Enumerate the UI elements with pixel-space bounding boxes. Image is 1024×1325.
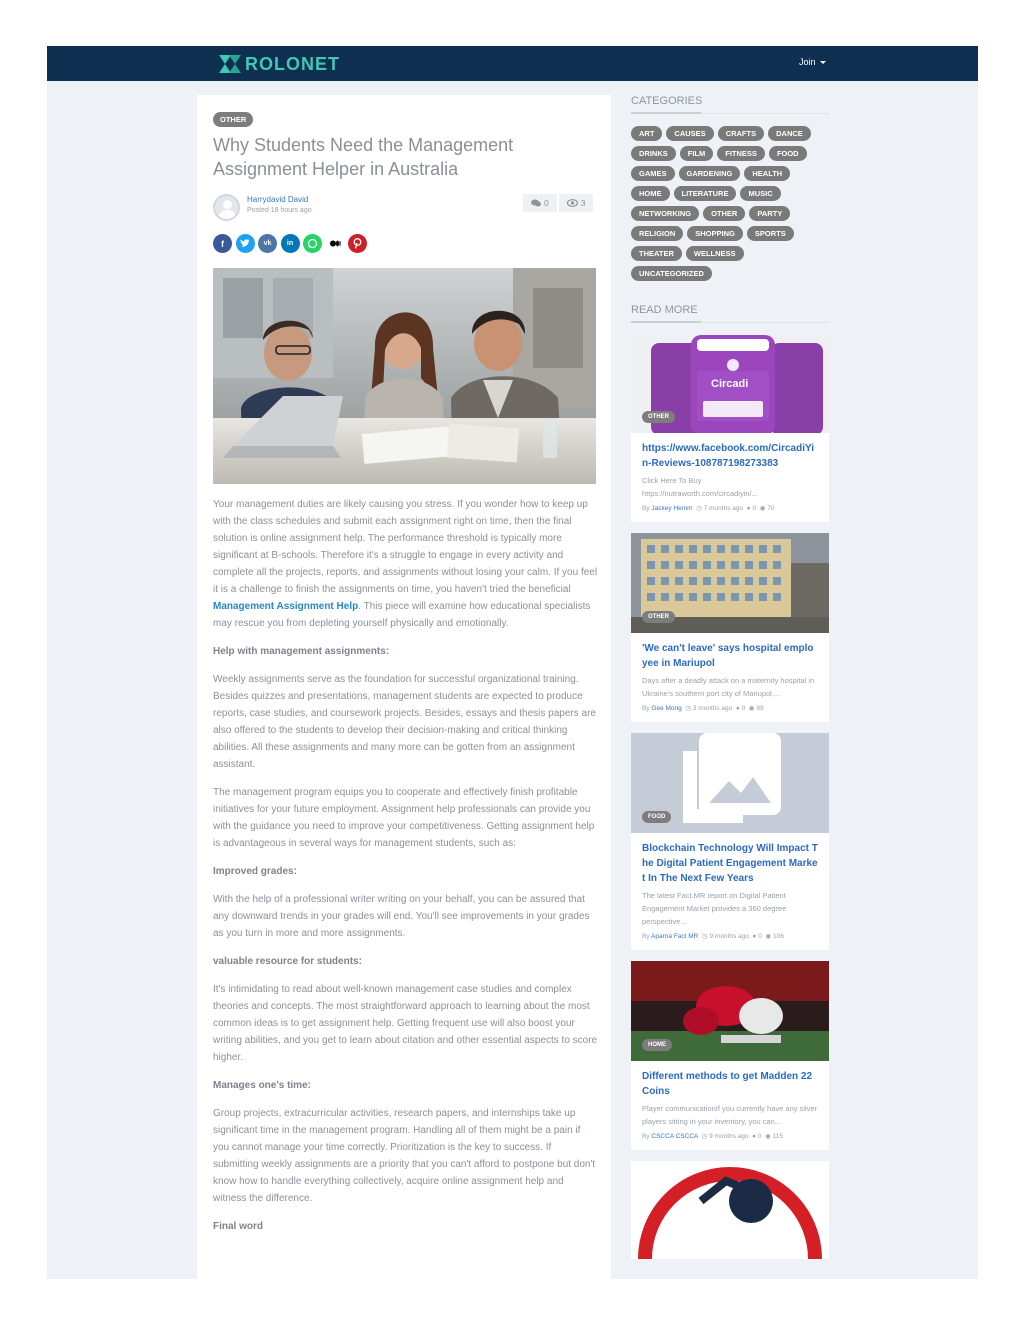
card-category-badge[interactable]: OTHER <box>642 411 675 423</box>
logo-mark-icon <box>217 53 243 75</box>
read-more-heading: READ MORE <box>631 304 829 323</box>
category-pill[interactable]: DRINKS <box>631 146 676 161</box>
category-pill[interactable]: FITNESS <box>717 146 765 161</box>
card-image <box>631 733 829 833</box>
category-pill[interactable]: FOOD <box>769 146 807 161</box>
clock-icon: ◷ <box>696 505 702 512</box>
card-category-badge[interactable]: HOME <box>642 1039 672 1051</box>
read-more-card[interactable] <box>631 335 829 522</box>
categories-heading: CATEGORIES <box>631 95 829 114</box>
section-heading: Final word <box>213 1221 263 1232</box>
eye-icon: ◉ <box>748 705 755 712</box>
category-pill[interactable]: FILM <box>680 146 714 161</box>
comments-icon: ● <box>752 1133 757 1140</box>
join-label: Join <box>799 57 816 67</box>
card-author-link[interactable]: Aparna Fact MR <box>651 933 699 940</box>
medium-icon[interactable] <box>326 234 345 253</box>
author-name-link[interactable]: Harrydavid David <box>247 195 309 204</box>
section-heading: Help with management assignments: <box>213 646 390 657</box>
card-image <box>631 335 829 433</box>
comments-counter: 0 <box>523 194 557 212</box>
section-heading: valuable resource for students: <box>213 956 362 967</box>
category-list <box>631 126 829 286</box>
card-title-link[interactable]: Different methods to get Madden 22 Coins <box>642 1071 813 1097</box>
category-pill[interactable]: GARDENING <box>679 166 741 181</box>
read-more-card[interactable] <box>631 533 829 722</box>
card-image <box>631 533 829 633</box>
card-excerpt: Player communicationIf you currently have any silver players sitting in your inventory, you can... <box>642 1104 818 1126</box>
section-heading: Improved grades: <box>213 866 297 877</box>
category-pill[interactable]: THEATER <box>631 246 682 261</box>
article-body <box>213 496 598 1246</box>
category-pill[interactable]: DANCE <box>768 126 811 141</box>
paragraph: Your management duties are likely causing you stress. If you wonder how to keep up with the class schedules and submit each assignment right on time, then the final solution is online assignment help. The performance threshold is typically more significant at B-schools. Therefore it's a struggle to engage in every activity and complete all the projects, reports, and assignments without losing your calm. If you feel it is a challenge to finish the assignments on time, you haven't tried the beneficial Management Assignment Help. This piece will examine how educational specialists may rescue you from depleting yourself physically and emotionally. <box>213 499 598 629</box>
share-buttons <box>213 234 371 253</box>
card-image <box>631 1161 829 1259</box>
article-counters <box>521 194 593 212</box>
card-meta: By CSCCA CSCCA ◷ 9 months ago ● 0 ◉ 115 <box>642 1133 783 1140</box>
eye-icon: ◉ <box>765 933 772 940</box>
clock-icon: ◷ <box>701 1133 708 1140</box>
category-pill[interactable]: WELLNESS <box>686 246 744 261</box>
join-dropdown[interactable] <box>799 57 826 67</box>
caret-down-icon <box>820 61 826 64</box>
sidebar <box>631 95 829 1270</box>
comments-icon <box>531 199 541 207</box>
posted-time: Posted 18 hours ago <box>247 207 312 214</box>
paragraph: The management program equips you to cooperate and effectively finish profitable initiatives for your future employment. Assignment help professionals can provide you with the guidance you need to improve your competitiveness. Getting assignment help is advantageous in several ways for management students, such as: <box>213 787 595 849</box>
paragraph: It's intimidating to read about well-known management case studies and complex theories and concepts. The most straightforward approach to learning about the most common ideas is to get assignment help. Getting frequent use will also boost your writing abilities, and you get to learn about citation and other essential aspects to score higher. <box>213 984 598 1063</box>
page-frame <box>47 46 978 1279</box>
eye-icon <box>567 199 578 207</box>
card-meta: By Gee Mong ◷ 3 months ago ● 0 ◉ 99 <box>642 705 764 712</box>
card-author-link[interactable]: CSCCA CSCCA <box>651 1133 699 1140</box>
section-heading: Manages one's time: <box>213 1080 311 1091</box>
comments-icon: ● <box>746 505 751 512</box>
read-more-card[interactable] <box>631 961 829 1150</box>
whatsapp-icon[interactable] <box>303 234 322 253</box>
category-pill[interactable]: SHOPPING <box>687 226 743 241</box>
paragraph: Group projects, extracurricular activities, research papers, and internships take up significant time in the management program. Handling all of them might be a pain if you cannot manage your time correctly. Prioritization is the key to success. If submitting weekly assignments are a priority that you can't afford to postpone but don't know how to handle everything collectively, acquire online assignment help and witness the difference. <box>213 1108 596 1204</box>
pinterest-icon[interactable] <box>348 234 367 253</box>
clock-icon: ◷ <box>702 933 708 940</box>
card-meta: By Aparna Fact MR ◷ 9 months ago ● 0 ◉ 106 <box>642 933 784 940</box>
site-logo[interactable] <box>217 53 340 75</box>
views-counter: 3 <box>559 194 594 212</box>
category-pill[interactable]: OTHER <box>703 206 745 221</box>
management-assignment-help-link[interactable]: Management Assignment Help <box>213 601 359 612</box>
category-pill[interactable]: RELIGION <box>631 226 683 241</box>
article-hero-image <box>213 268 596 484</box>
card-excerpt: Days after a deadly attack on a maternity hospital in Ukraine's southern port city of Mariupol,... <box>642 676 815 698</box>
logo-text: ROLONET <box>245 53 340 74</box>
card-excerpt: The latest Fact.MR report on Digital Patient Engagement Market provides a 360 degree perspective... <box>642 891 787 926</box>
author-avatar[interactable] <box>213 194 240 221</box>
article-card <box>197 95 611 1279</box>
card-image <box>631 961 829 1061</box>
category-pill[interactable]: CRAFTS <box>718 126 764 141</box>
paragraph: With the help of a professional writer writing on your behalf, you can be assured that any downward trends in your grades will end. You'll see improvements in your grades as you turn in more and more assignments. <box>213 894 590 939</box>
read-more-card-partial[interactable] <box>631 1161 829 1259</box>
card-excerpt: Click Here To Buy https://nutraworth.com/circadiyin/... <box>642 476 758 498</box>
comments-icon: ● <box>735 705 740 712</box>
read-more-card[interactable] <box>631 733 829 950</box>
category-pill[interactable]: PARTY <box>749 206 790 221</box>
card-author-link[interactable]: Jackey Hemm <box>651 505 693 512</box>
category-pill[interactable]: GAMES <box>631 166 675 181</box>
eye-icon: ◉ <box>759 505 766 512</box>
facebook-icon[interactable]: f <box>213 234 232 253</box>
vk-icon[interactable]: vk <box>258 234 277 253</box>
category-pill[interactable]: SPORTS <box>747 226 794 241</box>
top-navbar <box>47 46 978 81</box>
category-pill[interactable]: CAUSES <box>666 126 713 141</box>
category-pill[interactable]: HOME <box>631 186 670 201</box>
card-category-badge[interactable]: OTHER <box>642 611 675 623</box>
card-title-link[interactable]: https://www.facebook.com/CircadiYin-Reviews-108787198273383 <box>642 443 815 469</box>
article-title: Why Students Need the Management Assignment Helper in Australia <box>213 135 514 179</box>
category-pill[interactable]: NETWORKING <box>631 206 699 221</box>
card-title-link[interactable]: Blockchain Technology Will Impact The Digital Patient Engagement Market In The Next Few Years <box>642 843 818 884</box>
card-meta: By Jackey Hemm ◷ 7 months ago ● 0 ◉ 70 <box>642 505 775 512</box>
svg-text:Circadi: Circadi <box>711 378 749 390</box>
article-category-badge[interactable]: OTHER <box>213 112 253 127</box>
category-pill[interactable]: UNCATEGORIZED <box>631 266 712 281</box>
category-pill[interactable]: LITERATURE <box>674 186 737 201</box>
eye-icon: ◉ <box>765 1133 771 1140</box>
paragraph: Weekly assignments serve as the foundation for successful organizational training. Besides quizzes and presentations, management students are expected to produce reports, case studies, and coursework projects. Besides, essays and thesis papers are also offered to the students to develop their decision-making and critical thinking abilities. All these assignments and many more can be gotten from an assignment assistant. <box>213 674 596 770</box>
twitter-icon[interactable] <box>236 234 255 253</box>
clock-icon: ◷ <box>685 705 692 712</box>
category-pill[interactable]: ART <box>631 126 662 141</box>
comments-icon: ● <box>752 933 757 940</box>
card-author-link[interactable]: Gee Mong <box>651 705 682 712</box>
card-category-badge[interactable]: FOOD <box>642 811 671 823</box>
category-pill[interactable]: HEALTH <box>744 166 790 181</box>
card-title-link[interactable]: 'We can't leave' says hospital employee in Mariupol <box>642 643 814 669</box>
linkedin-icon[interactable]: in <box>281 234 300 253</box>
category-pill[interactable]: MUSIC <box>740 186 780 201</box>
